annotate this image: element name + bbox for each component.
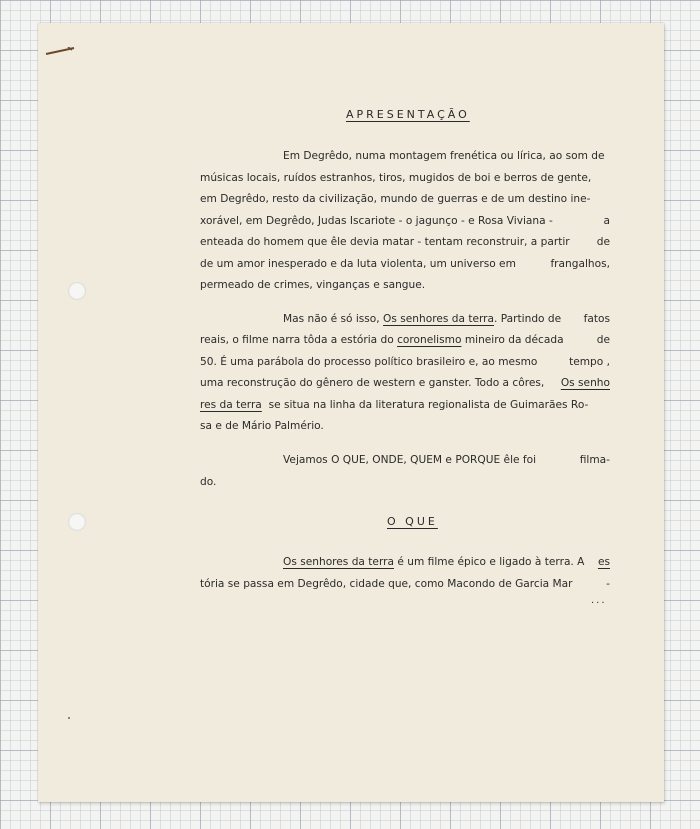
- underlined-term: coronelismo: [397, 334, 462, 346]
- text-span: reais, o filme narra tôda a estória do: [200, 334, 394, 346]
- text-span: 50. É uma parábola do processo político brasileiro e, ao mesmo: [200, 356, 538, 368]
- paragraph-line: [200, 378, 610, 389]
- paragraph-line: [283, 557, 610, 568]
- paragraph-line: [200, 237, 610, 248]
- text-span: é um filme épico e ligado à terra. A: [397, 556, 585, 568]
- ink-speck: [68, 717, 70, 719]
- staple-mark-icon: [44, 47, 76, 55]
- text-span: [283, 557, 584, 568]
- text-span: tempo ,: [569, 356, 610, 368]
- paragraph-line: Em Degrêdo, numa montagem frenética ou lírica, ao som de: [283, 150, 605, 162]
- film-title: res da terra: [200, 399, 262, 411]
- section-heading-o-que: O QUE: [387, 515, 438, 528]
- underlined-term: es: [597, 556, 610, 568]
- text-span: enteada do homem que êle devia matar - tentam reconstruir, a partir: [200, 236, 570, 248]
- text-span: . Partindo de: [494, 313, 562, 325]
- text-span: a: [603, 215, 610, 227]
- text-span: fatos: [583, 313, 610, 325]
- text-span: filma-: [579, 454, 610, 466]
- film-title: Os senhores da terra: [283, 556, 394, 568]
- punch-hole-bottom: [68, 513, 86, 531]
- paragraph-line: [200, 400, 588, 411]
- text-span: [283, 314, 561, 325]
- document-page: [38, 23, 664, 802]
- text-span: mineiro da década: [464, 334, 564, 346]
- continuation-dots: ...: [591, 595, 607, 606]
- paragraph-line: [200, 335, 610, 346]
- film-title: Os senho: [560, 377, 610, 389]
- text-span: de: [596, 334, 610, 346]
- text-span: xorável, em Degrêdo, Judas Iscariote - o jagunço - e Rosa Viviana -: [200, 215, 553, 227]
- paragraph-line: do.: [200, 476, 217, 488]
- paragraph-line: [200, 579, 610, 590]
- paragraph-line: [283, 455, 610, 466]
- paragraph-line: [200, 259, 610, 270]
- section-heading-apresentacao: APRESENTAÇÃO: [346, 108, 470, 121]
- text-span: frangalhos,: [550, 258, 610, 270]
- text-span: Mas não é só isso,: [283, 313, 380, 325]
- paragraph-line: [200, 357, 610, 368]
- paragraph-line: em Degrêdo, resto da civilização, mundo de guerras e de um destino ine-: [200, 193, 591, 205]
- text-span: uma reconstrução do gênero de western e ganster. Todo a côres,: [200, 377, 545, 389]
- paragraph-line: permeado de crimes, vinganças e sangue.: [200, 279, 426, 291]
- film-title: Os senhores da terra: [383, 313, 495, 325]
- paragraph-line: [200, 216, 610, 227]
- text-span: tória se passa em Degrêdo, cidade que, como Macondo de Garcia Mar: [200, 578, 573, 590]
- paragraph-line: sa e de Mário Palmério.: [200, 420, 324, 432]
- text-span: de: [596, 236, 610, 248]
- paragraph-line: [283, 314, 610, 325]
- text-span: se situa na linha da literatura regionalista de Guimarães Ro-: [268, 399, 589, 411]
- punch-hole-top: [68, 282, 86, 300]
- paragraph-line: músicas locais, ruídos estranhos, tiros, mugidos de boi e berros de gente,: [200, 172, 592, 184]
- text-span: Vejamos O QUE, ONDE, QUEM e PORQUE êle foi: [283, 454, 537, 466]
- text-span: [200, 335, 564, 346]
- text-span: de um amor inesperado e da luta violenta, um universo em: [200, 258, 516, 270]
- text-span: -: [606, 578, 610, 590]
